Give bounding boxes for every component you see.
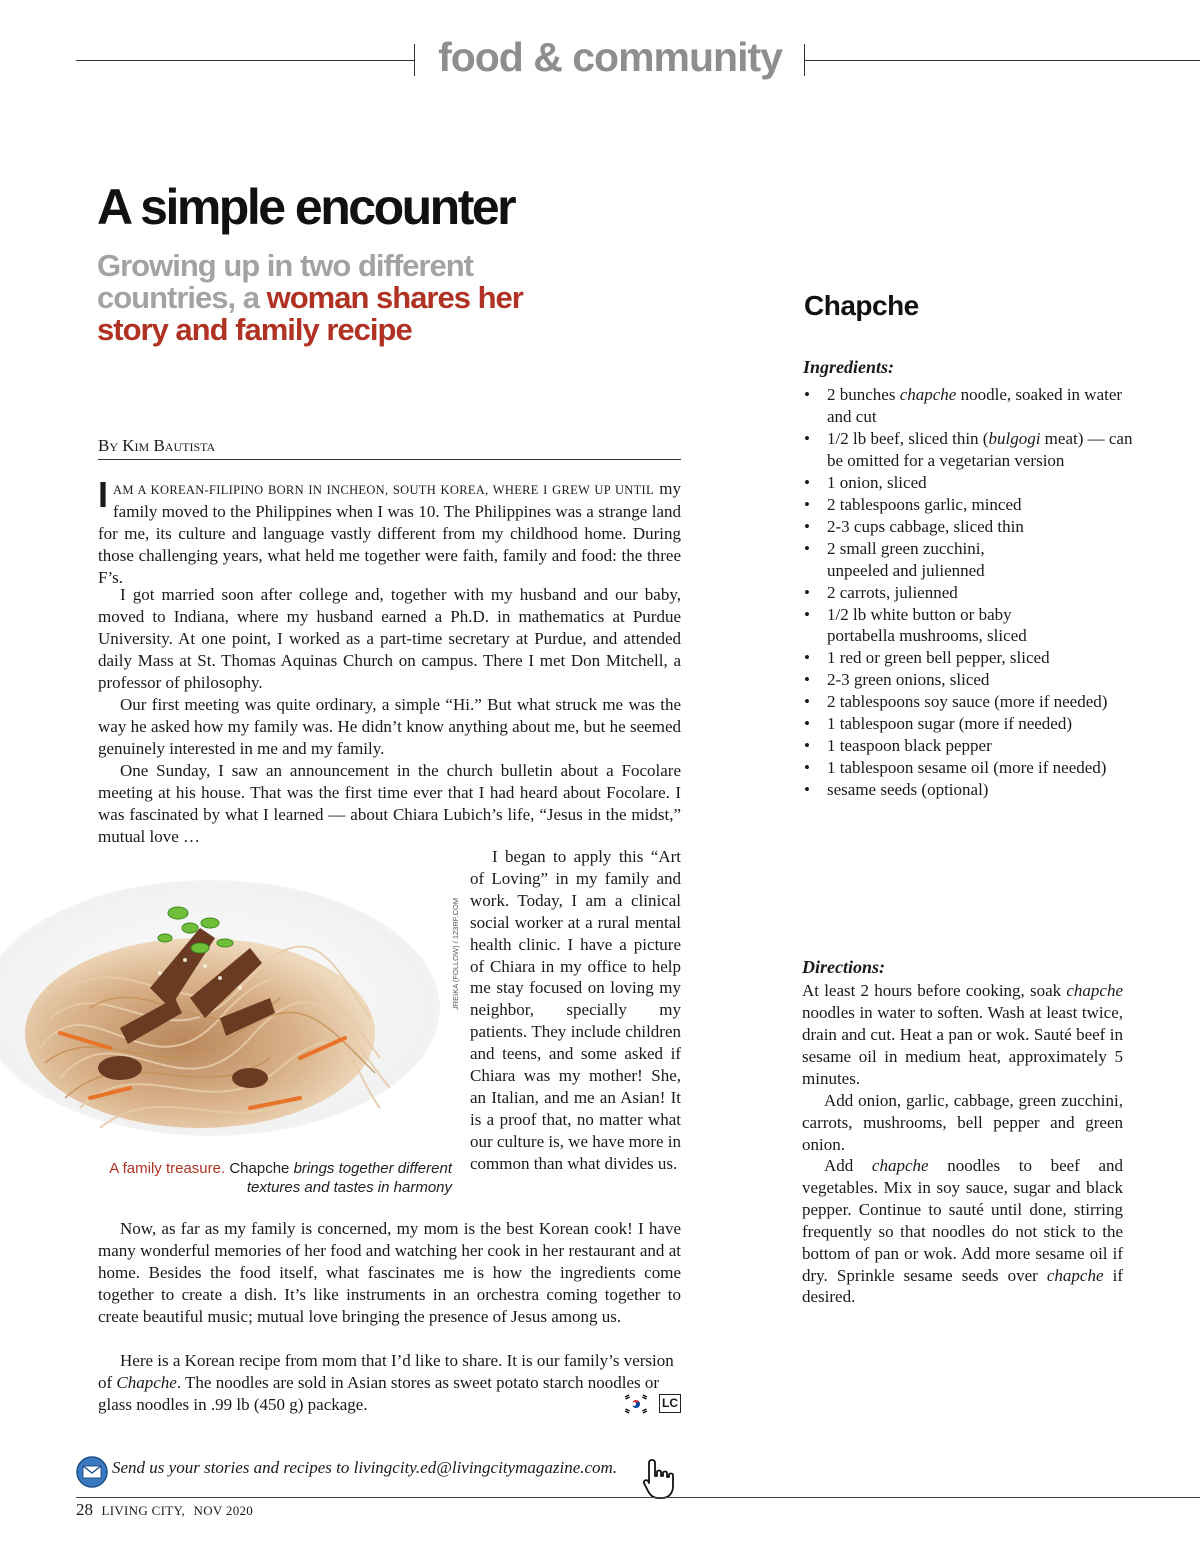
- folio: [76, 1500, 253, 1520]
- ingredient-item: • 1 red or green bell pepper, sliced: [803, 647, 1143, 669]
- caption-text: brings together different textures and tastes in harmony: [246, 1160, 452, 1196]
- paragraph-1: [98, 474, 682, 589]
- ingredient-item: • 2-3 cups cabbage, sliced thin: [803, 516, 1143, 538]
- article-dek: [97, 250, 567, 346]
- direction-step-2: Add onion, garlic, cabbage, green zucchini, carrots, mushrooms, bell pepper and green onion.: [802, 1091, 1123, 1154]
- issue-date: NOV 2020: [193, 1503, 254, 1518]
- byline: By Kim Bautista: [98, 436, 681, 460]
- paragraph-6: Now, as far as my family is concerned, my mom is the best Korean cook! I have many wonderful memories of her food and watching her cook in her restaurant and at home. Besides the food itself, what fascinates me is how the ingredients come together to create a dish. It’s like instruments in an orchestra coming together to create beautiful music; mutual love bringing the presence of Jesus among us.: [98, 1219, 681, 1326]
- mail-icon[interactable]: [76, 1456, 108, 1488]
- ingredient-item: • 2 tablespoons garlic, minced: [803, 494, 1143, 516]
- chapche-photo: [0, 868, 455, 1148]
- ingredient-item: • 2 tablespoons soy sauce (more if needed): [803, 691, 1143, 713]
- ingredient-item: • sesame seeds (optional): [803, 779, 1143, 801]
- ingredient-item: • 2 carrots, julienned: [803, 582, 1143, 604]
- direction-step-1: At least 2 hours before cooking, soak chapche noodles in water to soften. Wash at least twice, drain and cut. Heat a pan or wok. Sauté beef in sesame oil in medium heat, approximately 5 minutes.: [802, 981, 1123, 1088]
- header-tick-left: [414, 44, 415, 76]
- drop-cap: I: [98, 474, 109, 515]
- photo-caption: [100, 1159, 452, 1197]
- directions-label: Directions:: [802, 957, 885, 977]
- caption-dish-name: Chapche: [225, 1160, 294, 1177]
- article-title: A simple encounter: [97, 179, 515, 235]
- header-rule-left: [76, 60, 414, 61]
- paragraph-4: One Sunday, I saw an announcement in the church bulletin about a Focolare meeting at his house. That was the first time ever that I had heard about Focolare. I was fascinated by what I learned — about Chiara Lubich’s life, “Jesus in the midst,” mutual love …: [98, 761, 681, 846]
- paragraph-1-text: my family moved to the Philippines when I was 10. The Philippines was a strange land for me, its culture and language vastly different from my childhood home. During those challenging years, what held me together were faith, family and food: the three F’s.: [98, 479, 682, 587]
- ingredient-item: • 1 tablespoon sugar (more if needed): [803, 713, 1143, 735]
- footer-rule: [76, 1497, 1200, 1498]
- paragraph-7: Here is a Korean recipe from mom that I’d like to share. It is our family’s version of Chapche. The noodles are sold in Asian stores as sweet potato starch noodles or glass noodles in .99 lb (450 g) package.: [98, 1351, 674, 1414]
- paragraph-3: Our first meeting was quite ordinary, a simple “Hi.” But what struck me was the way he asked how my family was. He didn’t know anything about me, but he seemed genuinely interested in me and my family.: [98, 695, 681, 758]
- dek-gray-text: Growing up in two different countries, a: [97, 248, 473, 315]
- ingredient-item: • 1 onion, sliced: [803, 472, 1143, 494]
- pointer-hand-icon: [642, 1458, 676, 1500]
- direction-step-3: Add chapche noodles to beef and vegetables. Mix in soy sauce, sugar and black pepper. Continue to sauté until done, stirring frequently so that noodles do not stick to the bottom of pan or wok. Add more sesame oil if dry. Sprinkle sesame seeds over chapche if desired.: [802, 1156, 1124, 1307]
- caption-lead: A family treasure.: [109, 1160, 226, 1177]
- section-label: food & community: [438, 34, 782, 80]
- lead-small-caps: AM A KOREAN-FILIPINO BORN IN INCHEON, SOUTH KOREA, WHERE I GREW UP UNTIL: [113, 483, 654, 497]
- ingredient-item: • 1/2 lb white button or baby portabella mushrooms, sliced: [803, 604, 1073, 648]
- ingredient-item: • 2 bunches chapche noodle, soaked in water and cut: [803, 384, 1143, 428]
- recipe-title: Chapche: [804, 290, 919, 321]
- photo-credit: JREIKA (FOLLOW) / 123RF.COM: [451, 897, 460, 1010]
- ingredient-item: • 1/2 lb beef, sliced thin (bulgogi meat) — can be omitted for a vegetarian version: [803, 428, 1138, 472]
- dek-red-text: woman shares her story and family recipe: [97, 280, 523, 347]
- header-rule-right: [804, 60, 1200, 61]
- ingredients-list: [803, 384, 1143, 801]
- page-number: 28: [76, 1500, 93, 1519]
- paragraph-2: I got married soon after college and, together with my husband and our baby, moved to Indiana, where my husband earned a Ph.D. in mathematics at Purdue University. At one point, I worked as a part-time secretary at Purdue, and attended daily Mass at St. Thomas Aquinas Church on campus. There I met Don Mitchell, a professor of philosophy.: [98, 585, 681, 692]
- paragraph-5: I began to apply this “Art of Loving” in my family and work. Today, I am a clinical social worker at a rural mental health clinic. I have a picture of Chiara in my office to help me stay focused on loving my neighbor, specially my patients. They include children and teens, and some asked if Chiara was my mother! She, an Italian, and me an Asian! It is a proof that, no matter what our culture is, we have more in common than what divides us.: [470, 847, 682, 1173]
- korean-flag-icon: [624, 1394, 648, 1414]
- submission-note[interactable]: Send us your stories and recipes to livingcity.ed@livingcitymagazine.com.: [112, 1458, 618, 1477]
- ingredients-label: Ingredients:: [803, 357, 895, 377]
- ingredient-item: • 1 teaspoon black pepper: [803, 735, 1143, 757]
- end-mark-logo: LC: [659, 1394, 681, 1413]
- magazine-name: LIVING CITY,: [101, 1503, 186, 1518]
- chapche-dish-illustration: [0, 868, 455, 1148]
- dish-name-italic: Chapche: [116, 1373, 177, 1392]
- ingredient-item: • 2 small green zucchini, unpeeled and julienned: [803, 538, 1033, 582]
- ingredient-item: • 1 tablespoon sesame oil (more if needed): [803, 757, 1143, 779]
- ingredient-item: • 2-3 green onions, sliced: [803, 669, 1143, 691]
